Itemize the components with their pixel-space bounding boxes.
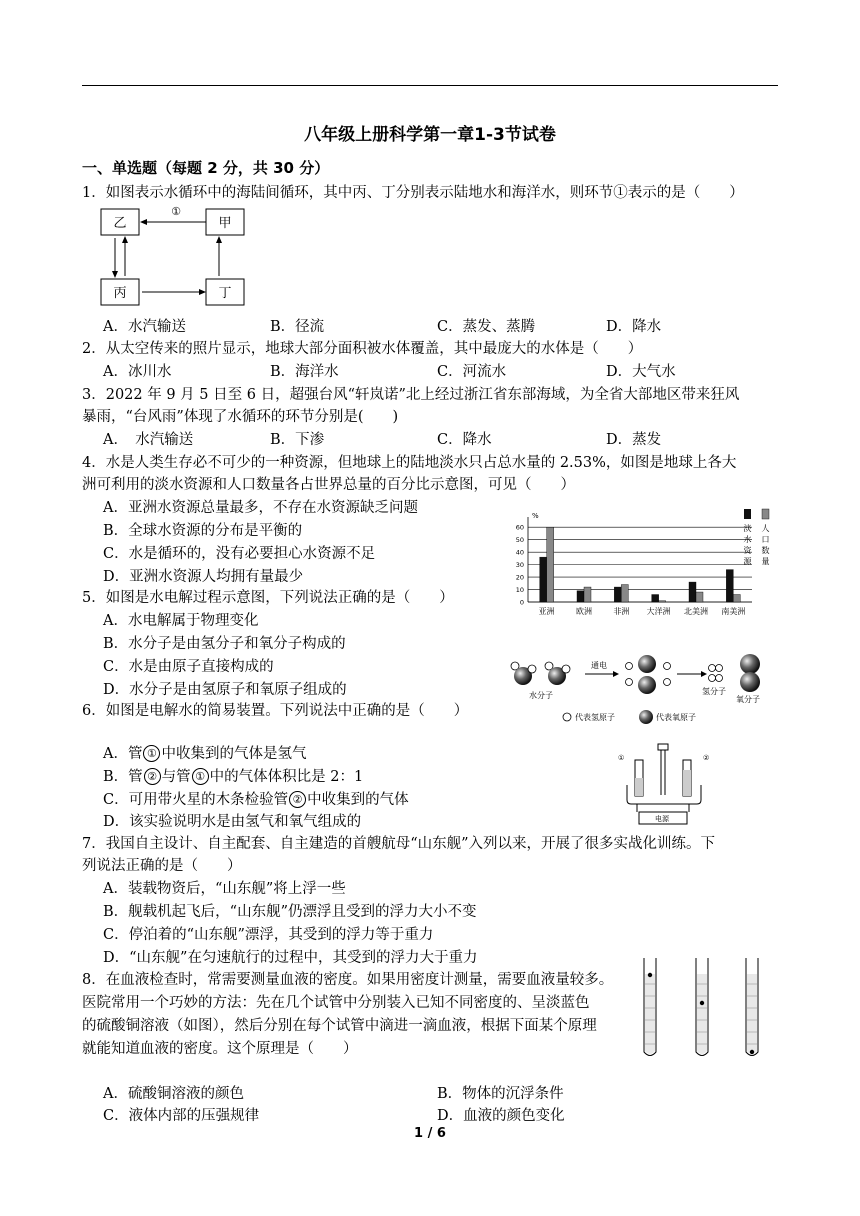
q5-option-d[interactable]: D．水分子是由氢原子和氧原子组成的 (103, 682, 347, 698)
question-8-line-2: 医院常用一个巧妙的方法：先在几个试管中分别装入已知不同密度的、呈淡蓝色 (82, 995, 590, 1011)
circled-1: ① (143, 745, 160, 762)
hydrogen-molecule-label: 氢分子 (702, 687, 726, 696)
category-label: 南美洲 (721, 607, 746, 616)
legend-char-population: 人 (761, 524, 770, 533)
question-7-line-1: 7．我国自主设计、自主配套、自主建造的首艘航母“山东舰”入列以来，开展了很多实战化训练。下 (82, 836, 716, 852)
bar-water (614, 587, 621, 602)
bar-population (584, 587, 591, 602)
arrowhead (701, 671, 707, 677)
q8-option-c[interactable]: C．液体内部的压强规律 (103, 1108, 260, 1124)
q4-option-a[interactable]: A．亚洲水资源总量最多，不存在水资源缺乏问题 (103, 500, 418, 516)
q6-b-text-2: 与管 (161, 769, 191, 785)
test-tubes-figure (638, 956, 768, 1062)
q1-option-d[interactable]: D．降水 (606, 319, 662, 335)
question-8-line-4: 就能知道血液的密度。这个原理是（ ） (82, 1041, 358, 1057)
q1-option-a[interactable]: A．水汽输送 (103, 319, 186, 335)
q4-option-b[interactable]: B．全球水资源的分布是平衡的 (103, 523, 303, 539)
q6-b-text-1: B．管 (103, 769, 143, 785)
hydrogen-atom (626, 679, 633, 686)
y-tick-label: 0 (519, 598, 524, 607)
question-7-line-2: 列说法正确的是（ ） (82, 858, 242, 874)
q3-option-b[interactable]: B．下渗 (270, 432, 325, 448)
chart-legend (744, 509, 770, 566)
oxygen-atom (638, 655, 656, 673)
chart-y-unit: % (532, 512, 539, 520)
hydrogen-legend-icon (563, 713, 571, 721)
q1-option-c[interactable]: C．蒸发、蒸腾 (437, 319, 536, 335)
y-tick-label: 50 (515, 536, 524, 545)
q3-option-d[interactable]: D．蒸发 (606, 432, 662, 448)
bar-water (652, 595, 659, 602)
liquid (683, 770, 691, 796)
liquid (635, 778, 643, 796)
test-tube-3 (746, 958, 758, 1056)
electrolysis-molecule-figure (505, 652, 780, 732)
hydrogen-atom (664, 679, 671, 686)
q4-option-c[interactable]: C．水是循环的，没有必要担心水资源不足 (103, 546, 376, 562)
box-jia-label: 甲 (218, 216, 232, 231)
bar-population (659, 601, 666, 602)
q7-option-b[interactable]: B．舰载机起飞后，“山东舰”仍漂浮且受到的浮力大小不变 (103, 904, 477, 920)
question-1-text: 1．如图表示水循环中的海陆间循环，其中丙、丁分别表示陆地水和海洋水，则环节①表示的是（ ） (82, 185, 744, 201)
legend-char-population: 口 (761, 535, 770, 544)
q8-option-d[interactable]: D．血液的颜色变化 (437, 1108, 565, 1124)
oxygen-legend-label: 代表氧原子 (656, 713, 696, 722)
blood-drop (750, 1050, 754, 1054)
q1-option-b[interactable]: B．径流 (270, 319, 325, 335)
q2-option-d[interactable]: D．大气水 (606, 364, 676, 380)
bar-population (696, 592, 703, 602)
arrowhead (199, 289, 206, 295)
arrowhead (216, 236, 222, 243)
circled-2: ② (144, 768, 161, 785)
oxygen-legend-icon (639, 710, 653, 724)
question-6-stem: 6．如图是电解水的简易装置。下列说法中正确的是（ ） (82, 703, 469, 719)
question-4-line-1: 4．水是人类生存必不可少的一种资源，但地球上的陆地淡水只占总水量的 2.53%，如图是地球上各大 (82, 455, 737, 471)
legend-char-water: 源 (743, 557, 752, 566)
test-tube-2 (696, 958, 708, 1056)
tube-2-label: ② (703, 754, 710, 762)
funnel-top (658, 744, 668, 750)
oxygen-atom (638, 676, 656, 694)
question-2-stem: 2．从太空传来的照片显示，地球大部分面积被水体覆盖，其中最庞大的水体是（ ） (82, 341, 643, 357)
box-bing-label: 丙 (113, 286, 127, 301)
q6-b-text-3: 中的气体体积比是 2：1 (209, 769, 364, 785)
q3-option-a[interactable]: A． 水汽输送 (103, 432, 194, 448)
hydrogen-molecules (709, 665, 723, 682)
y-tick-label: 20 (515, 573, 524, 582)
page-number: 1 / 6 (414, 1126, 446, 1141)
tube-1-label: ① (618, 754, 625, 762)
hydrogen-atom (626, 663, 633, 670)
category-label: 非洲 (613, 607, 630, 616)
electrolysis-apparatus (617, 740, 717, 826)
q6-option-d[interactable]: D．该实验说明水是由氢气和氧气组成的 (103, 814, 362, 830)
header-rule (82, 85, 778, 86)
hydrogen-atom (664, 663, 671, 670)
question-8-line-1: 8．在血液检查时，常需要测量血液的密度。如果用密度计测量，需要血液量较多。 (82, 972, 614, 988)
water-molecule-1 (511, 662, 536, 685)
legend-char-water: 资 (743, 546, 752, 555)
q6-option-c[interactable] (103, 788, 409, 809)
blood-drop (648, 973, 652, 977)
hydrogen-legend-label: 代表氢原子 (575, 713, 615, 722)
q6-a-text-1: A．管 (103, 746, 143, 762)
arrowhead (613, 671, 619, 677)
bar-population (733, 595, 740, 602)
y-tick-label: 30 (515, 561, 524, 570)
circled-2: ② (289, 791, 306, 808)
q7-option-c[interactable]: C．停泊着的“山东舰”漂浮，其受到的浮力等于重力 (103, 927, 434, 943)
category-label: 大洋洲 (646, 607, 671, 616)
bar-water (726, 570, 733, 602)
question-8-line-3: 的硫酸铜溶液（如图），然后分别在每个试管中滴进一滴血液，根据下面某个原理 (82, 1018, 597, 1034)
legend-char-population: 数 (761, 546, 770, 555)
bar-population (547, 527, 554, 602)
water-population-bar-chart (500, 507, 780, 625)
box-yi-label: 乙 (113, 216, 127, 231)
chart-categories (539, 606, 746, 616)
q2-option-b[interactable]: B．海洋水 (270, 364, 339, 380)
q6-option-a[interactable] (103, 742, 306, 763)
q4-option-d[interactable]: D．亚洲水资源人均拥有量最少 (103, 569, 304, 585)
bar-water (577, 591, 584, 602)
q2-option-a[interactable]: A．冰川水 (103, 364, 172, 380)
legend-char-population: 量 (761, 557, 770, 566)
question-3-line-1: 3．2022 年 9 月 5 日至 6 日，超强台风“轩岚诺”北上经过浙江省东部海域，为全省大部地区带来狂风 (82, 387, 740, 403)
blood-drop (700, 1001, 704, 1005)
category-label: 亚洲 (538, 607, 555, 616)
q5-option-a[interactable]: A．水电解属于物理变化 (103, 613, 259, 629)
q5-option-b[interactable]: B．水分子是由氢分子和氧分子构成的 (103, 636, 346, 652)
q6-option-b[interactable] (103, 765, 363, 786)
category-label: 欧洲 (576, 607, 592, 616)
q6-c-text-1: C．可用带火星的木条检验管 (103, 792, 289, 808)
bar-water (540, 557, 547, 602)
power-supply-label: 电源 (655, 815, 669, 823)
question-4-line-2: 洲可利用的淡水资源和人口数量各占世界总量的百分比示意图，可见（ ） (82, 477, 575, 493)
q6-c-text-2: 中收集到的气体 (307, 792, 409, 808)
arrowhead (122, 236, 128, 243)
q2-option-c[interactable]: C．河流水 (437, 364, 507, 380)
oxygen-molecule-label: 氧分子 (736, 695, 760, 704)
arrowhead (112, 271, 118, 278)
legend-char-water: 水 (743, 535, 752, 544)
question-3-line-2: 暴雨，“台风雨”体现了水循环的环节分别是( ) (82, 409, 399, 425)
y-tick-label: 10 (515, 586, 524, 595)
water-molecule-2 (545, 662, 570, 685)
box-ding-label: 丁 (218, 286, 232, 301)
water-molecule-label: 水分子 (529, 691, 553, 700)
q7-option-a[interactable]: A．装载物资后，“山东舰”将上浮一些 (103, 881, 346, 897)
q7-option-d[interactable]: D．“山东舰”在匀速航行的过程中，其受到的浮力大于重力 (103, 950, 478, 966)
y-tick-label: 40 (515, 548, 524, 557)
legend-char-water: 淡 (743, 524, 752, 533)
q5-option-c[interactable]: C．水是由原子直接构成的 (103, 659, 274, 675)
test-tube-1 (644, 958, 656, 1056)
page-title: 八年级上册科学第一章1-3节试卷 (304, 125, 556, 145)
oxygen-molecule (740, 654, 760, 692)
y-tick-label: 60 (515, 523, 524, 532)
q8-option-a[interactable]: A．硫酸铜溶液的颜色 (103, 1086, 244, 1102)
legend-swatch-water (744, 509, 751, 519)
category-label: 北美洲 (684, 607, 708, 616)
electrolysis-arrow-label: 通电 (591, 661, 607, 670)
question-1-stem (82, 181, 744, 202)
circled-1: ① (192, 768, 209, 785)
question-5-stem: 5．如图是水电解过程示意图，下列说法正确的是（ ） (82, 590, 454, 606)
legend-swatch-population (762, 509, 769, 519)
bar-population (621, 585, 628, 602)
q3-option-c[interactable]: C．降水 (437, 432, 492, 448)
arrow-1-head (140, 219, 147, 225)
arrow-1-label: ① (171, 205, 181, 218)
section-heading: 一、单选题（每题 2 分，共 30 分） (82, 159, 330, 177)
q8-option-b[interactable]: B．物体的沉浮条件 (437, 1086, 564, 1102)
bar-water (689, 582, 696, 602)
q6-a-text-2: 中收集到的气体是氢气 (161, 746, 307, 762)
water-cycle-diagram (98, 201, 258, 309)
